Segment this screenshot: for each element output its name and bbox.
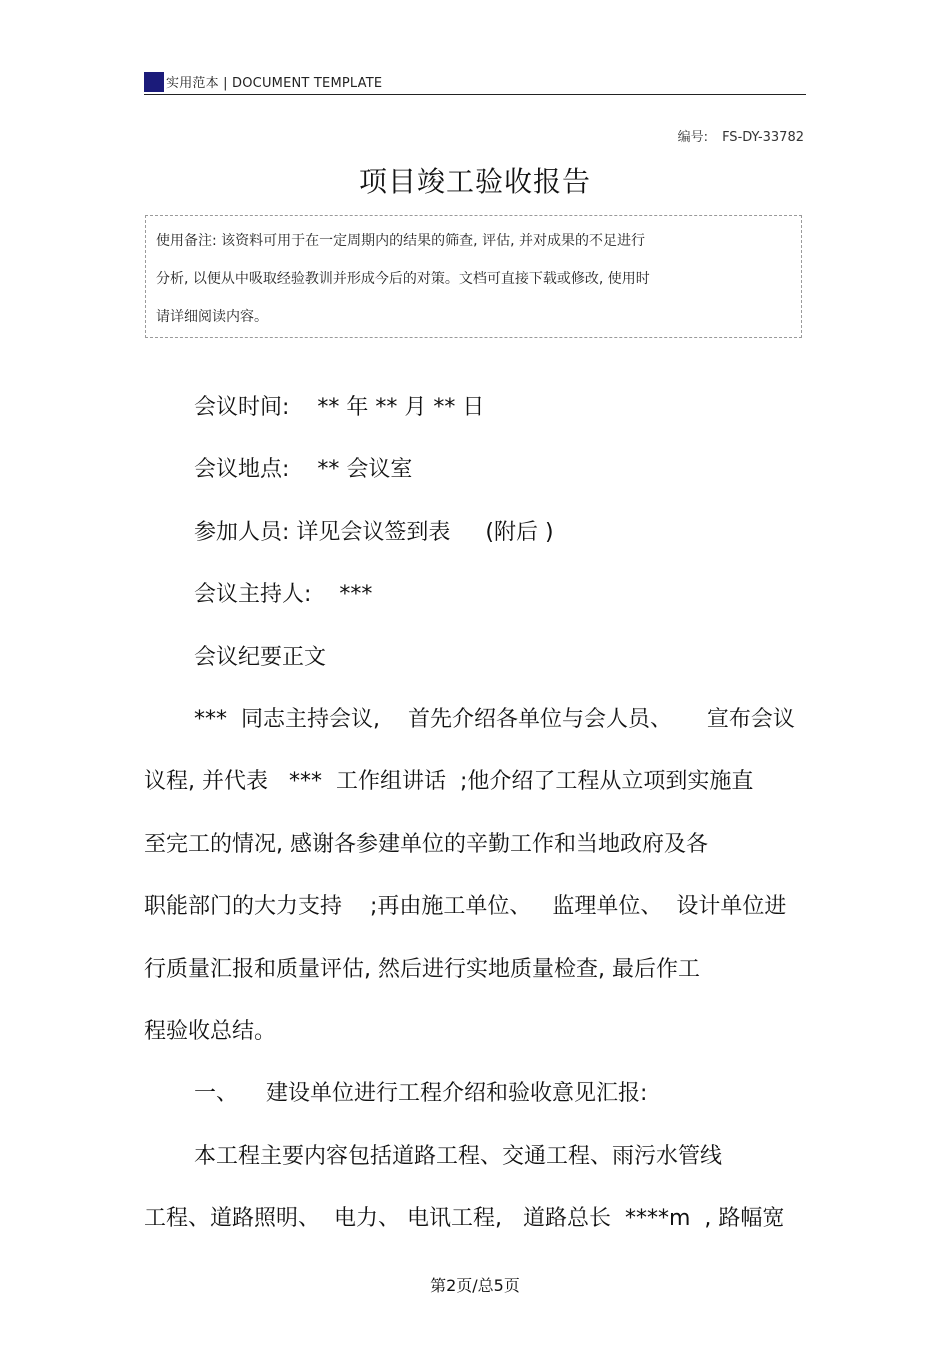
paragraph-line: 至完工的情况, 感谢各参建单位的辛勤工作和当地政府及各 <box>144 832 708 857</box>
meeting-time-line: 会议时间: ** 年 ** 月 ** 日 <box>194 395 485 420</box>
paragraph-line: *** 同志主持会议, 首先介绍各单位与会人员、 宣布会议 <box>194 707 795 732</box>
document-number <box>678 126 804 145</box>
page-number: 第2页/总5页 <box>430 1276 520 1295</box>
usage-note-line: 分析, 以便从中吸取经验教训并形成今后的对策。文档可直接下载或修改, 使用时 <box>156 271 650 287</box>
paragraph-line: 程验收总结。 <box>144 1019 277 1044</box>
document-header <box>144 70 806 95</box>
document-number-label: 编号: <box>677 130 709 145</box>
host-line: 会议主持人: *** <box>194 582 373 607</box>
paragraph-line: 工程、道路照明、 电力、 电讯工程, 道路总长 ****m , 路幅宽 <box>144 1206 785 1231</box>
meeting-location-line: 会议地点: ** 会议室 <box>194 457 413 482</box>
document-number-value: FS-DY-33782 <box>722 130 804 145</box>
usage-note-line: 请详细阅读内容。 <box>156 309 268 325</box>
minutes-heading: 会议纪要正文 <box>194 645 327 670</box>
paragraph-line: 本工程主要内容包括道路工程、交通工程、雨污水管线 <box>194 1144 723 1169</box>
usage-note-box <box>145 215 802 338</box>
paragraph-line: 行质量汇报和质量评估, 然后进行实地质量检查, 最后作工 <box>144 957 700 982</box>
page-title: 项目竣工验收报告 <box>358 165 591 198</box>
header-logo-square <box>144 72 164 92</box>
section-heading: 一、 建设单位进行工程介绍和验收意见汇报: <box>194 1081 648 1106</box>
paragraph-line: 议程, 并代表 *** 工作组讲话 ;他介绍了工程从立项到实施直 <box>144 769 754 794</box>
header-title: 实用范本 | DOCUMENT TEMPLATE <box>166 76 383 91</box>
attendees-line: 参加人员: 详见会议签到表 (附后 ) <box>194 520 554 545</box>
usage-note-line: 使用备注: 该资料可用于在一定周期内的结果的筛查, 评估, 并对成果的不足进行 <box>156 233 645 249</box>
paragraph-line: 职能部门的大力支持 ;再由施工单位、 监理单位、 设计单位进 <box>144 894 787 919</box>
